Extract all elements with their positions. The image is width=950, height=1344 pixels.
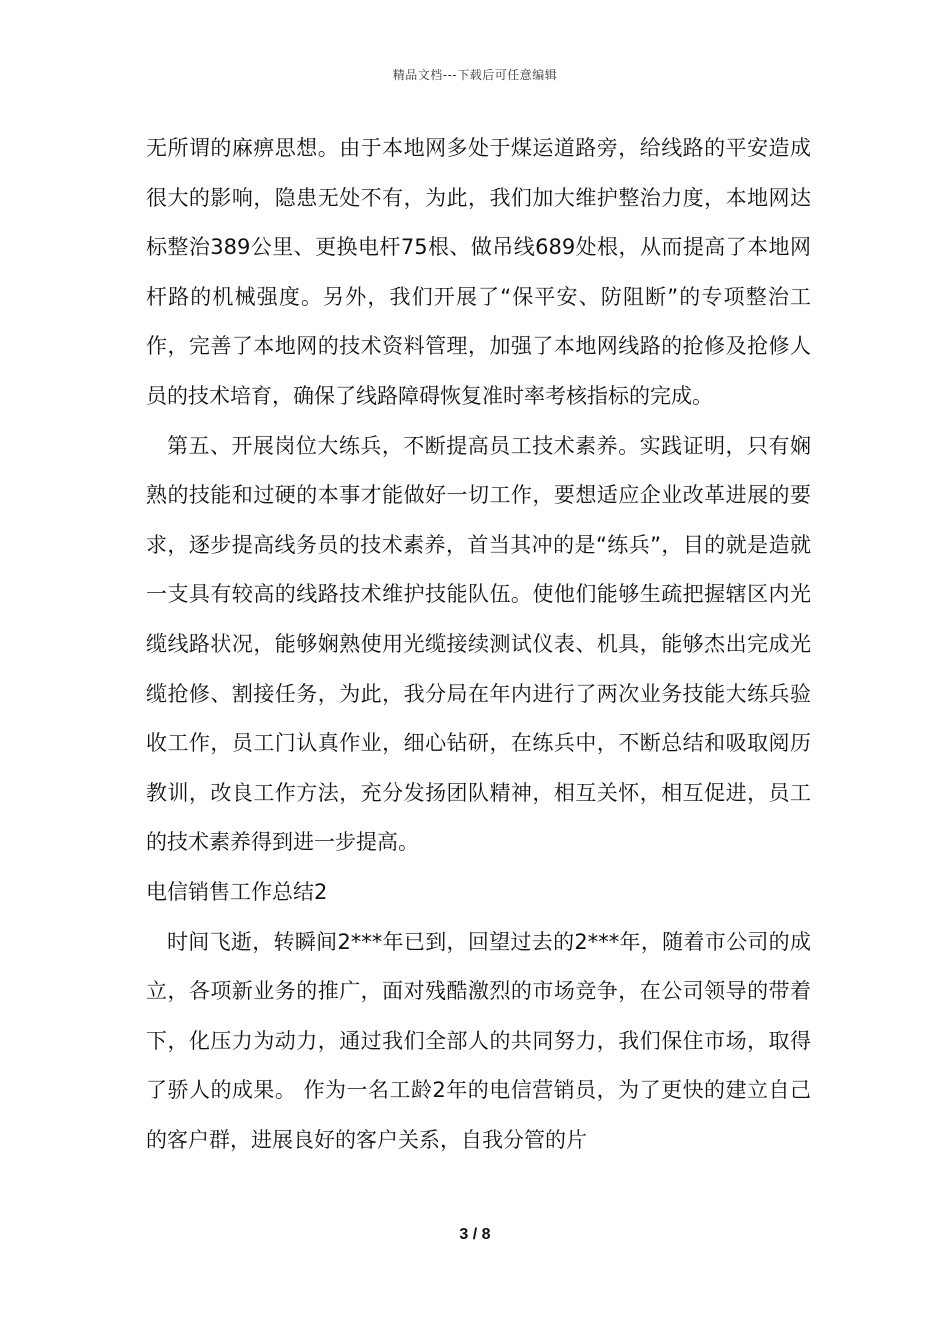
page-number: 3 / 8	[459, 1226, 491, 1243]
section-heading: 电信销售工作总结2	[146, 879, 328, 904]
page-header: 精品文档---下载后可任意编辑	[392, 68, 558, 82]
document-body	[146, 124, 811, 1165]
paragraph-maintenance: 无所谓的麻痹思想。由于本地网多处于煤运道路旁，给线路的平安造成很大的影响，隐患无处不有，为此，我们加大维护整治力度，本地网达标整治389公里、更换电杆75根、做吊线689处根，从而提高了本地网杆路的机械强度。另外，我们开展了“保平安、防阻断”的专项整治工作，完善了本地网的技术资料管理，加强了本地网线路的抢修及抢修人员的技术培育，确保了线路障碍恢复准时率考核指标的完成。	[146, 136, 811, 408]
paragraph-sales-summary: 时间飞逝，转瞬间2***年已到，回望过去的2***年，随着市公司的成立，各项新业务的推广，面对残酷激烈的市场竞争，在公司领导的带着下，化压力为动力，通过我们全部人的共同努力，我们保住市场，取得了骄人的成果。 作为一名工龄2年的电信营销员，为了更快的建立自己的客户群，进展良好的客户关系，自我分管的片	[146, 929, 811, 1152]
paragraph-skills-training: 第五、开展岗位大练兵，不断提高员工技术素养。实践证明，只有娴熟的技能和过硬的本事才能做好一切工作，要想适应企业改革进展的要求，逐步提高线务员的技术素养，首当其冲的是“练兵”，目的就是造就一支具有较高的线路技术维护技能队伍。使他们能够生疏把握辖区内光缆线路状况，能够娴熟使用光缆接续测试仪表、机具，能够杰出完成光缆抢修、割接任务，为此，我分局在年内进行了两次业务技能大练兵验收工作，员工门认真作业，细心钻研，在练兵中，不断总结和吸取阅历教训，改良工作方法，充分发扬团队精神，相互关怀，相互促进，员工的技术素养得到进一步提高。	[146, 433, 811, 855]
